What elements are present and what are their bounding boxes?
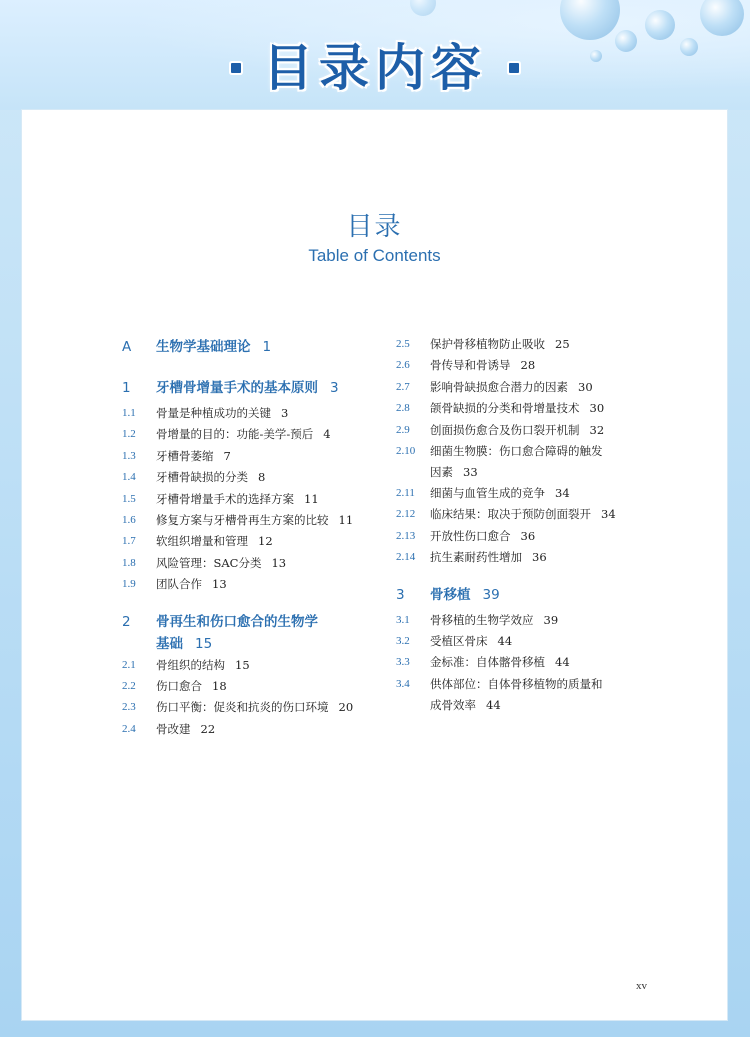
entry-number: 1.6: [122, 514, 136, 526]
chapter-title-text-cont: 基础: [156, 635, 183, 652]
header-banner: [0, 0, 750, 110]
entry-title: [156, 467, 265, 488]
entry-number: 1.9: [122, 578, 136, 591]
entry-number: 1.2: [122, 428, 136, 441]
entry-number: 1.8: [122, 556, 136, 569]
entry-page: 15: [235, 657, 250, 672]
entry-number: 2.13: [396, 529, 416, 542]
entry-page: 3: [281, 406, 289, 420]
entry-page: 25: [555, 337, 570, 351]
entry-title-text: 开放性伤口愈合: [430, 528, 511, 543]
toc-page: [22, 110, 727, 1020]
entry-number: 2.1: [122, 658, 136, 671]
entry-title: [156, 531, 273, 552]
entry-title-text: 骨传导和骨诱导: [430, 358, 511, 373]
chapter-page: 15: [195, 635, 213, 652]
entry-number: 2.7: [396, 380, 410, 393]
entry-title-text: 颌骨缺损的分类和骨增量技术: [430, 401, 580, 416]
entry-number: 3.4: [396, 677, 410, 690]
entry-title-text: 牙槽骨萎缩: [156, 448, 214, 463]
entry-title: [430, 334, 570, 355]
chapter-title-text: 骨再生和伤口愈合的生物学: [156, 613, 318, 630]
entry-number: 2.12: [396, 508, 416, 521]
entry-title-text-cont: 因素: [430, 465, 453, 479]
entry-title: [156, 553, 286, 574]
chapter-title: [430, 584, 500, 606]
entry-page: 12: [258, 534, 273, 549]
entry-page: 36: [532, 550, 547, 565]
entry-title-text: 骨组织的结构: [156, 657, 225, 672]
entry-title: [156, 489, 319, 510]
entry-number: 1.4: [122, 471, 136, 484]
entry-title-text: 受植区骨床: [430, 634, 488, 648]
entry-title-text: 保护骨移植物防止吸收: [430, 337, 545, 351]
entry-title-text: 软组织增量和管理: [156, 534, 248, 549]
toc-subtitle: Table of Contents: [308, 246, 441, 265]
banner-title: [0, 28, 750, 100]
entry-number: 1.1: [122, 407, 136, 419]
chapter-number: 3: [396, 586, 405, 603]
entry-title-text: 细菌生物膜：伤口愈合障碍的触发: [430, 444, 603, 458]
entry-number: 2.8: [396, 402, 410, 415]
entry-page: 13: [212, 577, 227, 592]
toc-title: 目录: [346, 212, 403, 242]
entry-title-text: 抗生素耐药性增加: [430, 550, 522, 565]
decorative-bubble: [410, 0, 436, 16]
entry-title-text: 金标准：自体髂骨移植: [430, 655, 545, 670]
entry-title: [156, 403, 288, 424]
chapter-title: [156, 377, 339, 399]
entry-page: 11: [304, 491, 319, 506]
chapter-title: [156, 336, 271, 358]
entry-title-text: 骨改建: [156, 721, 191, 736]
page-number: xv: [636, 980, 647, 992]
entry-page: 4: [323, 427, 331, 442]
entry-page: 44: [497, 634, 513, 648]
entry-number: 2.2: [122, 680, 136, 692]
entry-page: 44: [486, 697, 501, 712]
entry-title-text: 影响骨缺损愈合潜力的因素: [430, 379, 568, 394]
banner-title-text: 目录内容: [263, 39, 487, 97]
entry-page: 13: [271, 555, 287, 570]
entry-number: 2.3: [122, 701, 136, 714]
chapter-title: [156, 611, 318, 655]
chapter-page: 3: [330, 380, 339, 396]
entry-page: 7: [223, 448, 231, 463]
entry-title: [430, 674, 603, 716]
bullet-icon: [509, 63, 519, 73]
entry-page: 32: [589, 422, 605, 437]
entry-number: 2.14: [396, 551, 416, 564]
entry-title: [430, 377, 593, 398]
chapter-page: 1: [262, 339, 272, 355]
entry-title: [430, 504, 616, 525]
entry-title-text-cont: 成骨效率: [430, 697, 476, 712]
entry-title-text: 伤口平衡：促炎和抗炎的伤口环境: [156, 700, 329, 715]
entry-title: [156, 424, 331, 445]
entry-number: 2.4: [122, 722, 136, 735]
entry-title-text: 修复方案与牙槽骨再生方案的比较: [156, 513, 329, 527]
entry-number: 3.2: [396, 635, 410, 647]
entry-title: [156, 446, 231, 467]
entry-number: 1.7: [122, 535, 136, 548]
entry-title: [156, 655, 250, 676]
entry-title-text: 团队合作: [156, 577, 202, 592]
entry-page: 34: [555, 486, 570, 500]
entry-number: 2.5: [396, 338, 410, 350]
entry-title-text: 风险管理：SAC分类: [156, 555, 262, 570]
entry-page: 28: [520, 358, 536, 373]
entry-page: 30: [589, 401, 605, 416]
entry-title: [430, 526, 535, 547]
chapter-title-text: 骨移植: [430, 586, 471, 603]
entry-title: [156, 719, 215, 740]
chapter-number: 2: [122, 613, 131, 630]
entry-number: 2.10: [396, 445, 416, 457]
entry-number: 3.3: [396, 656, 410, 669]
entry-page: 20: [338, 700, 354, 715]
entry-page: 44: [555, 655, 570, 670]
chapter-title-text: 生物学基础理论: [156, 339, 251, 355]
entry-number: 2.11: [396, 487, 415, 499]
entry-title: [430, 610, 558, 631]
entry-page: 34: [601, 507, 616, 522]
chapter-number: 1: [122, 380, 131, 396]
entry-number: 3.1: [396, 613, 410, 626]
entry-page: 39: [543, 612, 559, 627]
entry-title: [430, 420, 604, 441]
entry-title: [430, 441, 603, 483]
entry-title: [156, 574, 227, 595]
entry-title: [156, 676, 227, 697]
entry-number: 2.9: [396, 423, 410, 436]
bullet-icon: [231, 63, 241, 73]
entry-page: 11: [338, 513, 354, 527]
entry-page: 22: [200, 721, 216, 736]
entry-number: 1.3: [122, 449, 136, 462]
entry-title-text: 供体部位：自体骨移植物的质量和: [430, 676, 603, 691]
entry-title: [430, 483, 570, 504]
chapter-number: A: [122, 339, 132, 355]
entry-page: 30: [578, 379, 593, 394]
entry-page: 36: [520, 528, 536, 543]
entry-title-text: 创面损伤愈合及伤口裂开机制: [430, 422, 580, 437]
entry-number: 2.6: [396, 359, 410, 372]
entry-page: 18: [212, 679, 227, 693]
entry-title: [156, 697, 353, 718]
entry-title: [430, 652, 570, 673]
entry-title: [430, 355, 535, 376]
entry-title-text: 牙槽骨增量手术的选择方案: [156, 491, 294, 506]
chapter-page: 39: [482, 586, 500, 603]
entry-number: 1.5: [122, 492, 136, 505]
entry-title: [430, 398, 604, 419]
entry-title-text: 骨移植的生物学效应: [430, 612, 534, 627]
chapter-title-text: 牙槽骨增量手术的基本原则: [156, 380, 318, 396]
entry-title-text: 细菌与血管生成的竞争: [430, 486, 545, 500]
entry-title: [156, 510, 353, 531]
entry-title-text: 伤口愈合: [156, 679, 202, 693]
entry-title-text: 骨量是种植成功的关键: [156, 406, 271, 420]
entry-title-text: 临床结果：取决于预防创面裂开: [430, 507, 591, 522]
entry-title: [430, 547, 547, 568]
entry-title-text: 牙槽骨缺损的分类: [156, 470, 248, 485]
entry-page: 8: [258, 470, 266, 485]
entry-title: [430, 631, 512, 652]
entry-page: 33: [463, 465, 478, 479]
entry-title-text: 骨增量的目的：功能-美学-预后: [156, 427, 314, 442]
